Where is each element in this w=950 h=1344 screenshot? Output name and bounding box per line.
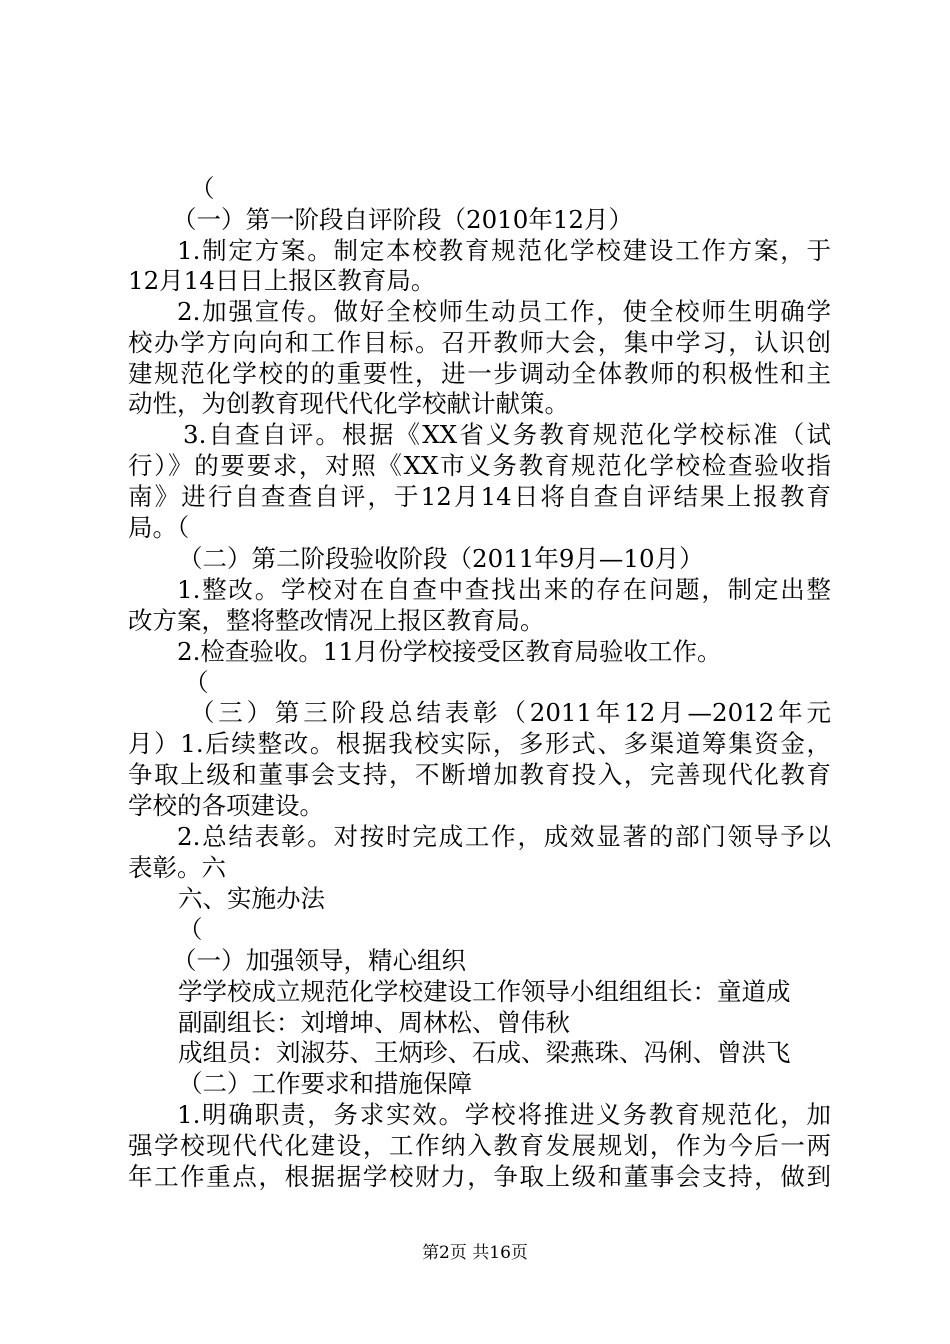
text-line: 动性，为创教育现代代化学校献计献策。 bbox=[128, 389, 569, 419]
text-line: 南》进行自查查自评，于12月14日将自查自评结果上报教育 bbox=[128, 482, 831, 512]
section-heading: （二）第二阶段验收阶段（2011年9月—10月） bbox=[178, 543, 704, 573]
text-line: 2.总结表彰。对按时完成工作，成效显著的部门领导予以 bbox=[177, 822, 831, 852]
text-line: 学校的各项建设。 bbox=[128, 791, 324, 821]
text-line: 副副组长：刘增坤、周林松、曾伟秋 bbox=[178, 1007, 570, 1037]
text-line: 年工作重点，根据据学校财力，争取上级和董事会支持，做到 bbox=[128, 1162, 831, 1191]
text-line: 2.加强宣传。做好全校师生动员工作，使全校师生明确学 bbox=[177, 296, 831, 326]
text-line: 校办学方向向和工作目标。召开教师大会，集中学习，认识创 bbox=[128, 327, 831, 357]
text-line: 局。（ bbox=[128, 513, 190, 542]
text-line: 2.检查验收。11月份学校接受区教育局验收工作。 bbox=[177, 636, 722, 666]
text-line: 3.自查自评。根据《XX省义务教育规范化学校标准（试 bbox=[183, 420, 831, 450]
text-line: 1.明确职责，务求实效。学校将推进义务教育规范化，加 bbox=[177, 1100, 831, 1130]
text-line: 月）1.后续整改。根据我校实际，多形式、多渠道筹集资金， bbox=[128, 729, 831, 759]
text-line: 改方案，整将整改情况上报区教育局。 bbox=[128, 605, 545, 635]
section-heading: （一）第一阶段自评阶段（2010年12月） bbox=[172, 204, 634, 234]
section-heading: （二）工作要求和措施保障 bbox=[178, 1069, 472, 1099]
text-line: （ bbox=[190, 174, 215, 203]
text-line: 争取上级和董事会支持，不断增加教育投入，完善现代化教育 bbox=[128, 760, 831, 790]
text-line: 建规范化学校的的重要性，进一步调动全体教师的积极性和主 bbox=[128, 358, 831, 388]
text-line: 表彰。六 bbox=[128, 853, 226, 882]
text-line: 1.制定方案。制定本校教育规范化学校建设工作方案，于 bbox=[177, 235, 831, 265]
section-heading: （三）第三阶段总结表彰（2011年12月—2012年元 bbox=[190, 698, 831, 728]
page-footer: 第2页 共16页 bbox=[422, 1243, 528, 1263]
text-line: 12月14日日上报区教育局。 bbox=[128, 265, 436, 295]
section-heading: 六、实施办法 bbox=[178, 883, 325, 913]
text-line: 成组员：刘淑芬、王炳珍、石成、梁燕珠、冯俐、曾洪飞 bbox=[178, 1038, 791, 1068]
text-line: 1.整改。学校对在自查中查找出来的存在问题，制定出整 bbox=[177, 574, 831, 604]
text-line: 学学校成立规范化学校建设工作领导小组组组长：童道成 bbox=[178, 976, 791, 1006]
text-line: （ bbox=[178, 914, 203, 944]
text-line: （ bbox=[184, 667, 209, 697]
section-heading: （一）加强领导，精心组织 bbox=[172, 945, 466, 975]
text-line: 强学校现代代化建设，工作纳入教育发展规划，作为今后一两 bbox=[128, 1131, 831, 1161]
text-line: 行）》的要要求，对照《XX市义务教育规范化学校检查验收指 bbox=[128, 451, 831, 481]
